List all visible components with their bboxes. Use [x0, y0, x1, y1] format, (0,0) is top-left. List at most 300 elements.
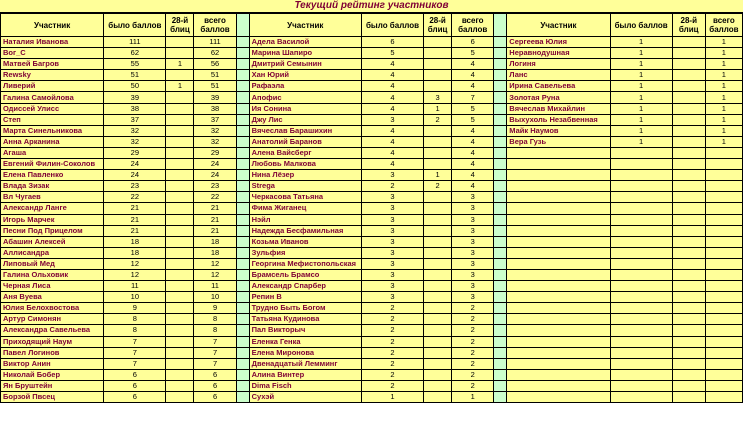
points-before[interactable]: 4: [361, 70, 423, 81]
participant-name[interactable]: Галина Самойлова: [1, 92, 104, 103]
blitz-points[interactable]: [166, 147, 194, 158]
points-total[interactable]: 1: [705, 125, 742, 136]
participant-name[interactable]: Марина Шапиро: [249, 48, 361, 59]
blitz-points[interactable]: [672, 37, 705, 48]
participant-name[interactable]: Матвей Багров: [1, 59, 104, 70]
blitz-points[interactable]: [672, 114, 705, 125]
participant-name[interactable]: Козьма Иванов: [249, 236, 361, 247]
participant-name[interactable]: Ланс: [507, 70, 610, 81]
blitz-points[interactable]: [424, 159, 452, 170]
blitz-points[interactable]: 3: [424, 92, 452, 103]
participant-name[interactable]: Вог_С: [1, 48, 104, 59]
participant-name[interactable]: Майк Наумов: [507, 125, 610, 136]
points-before[interactable]: 2: [361, 369, 423, 380]
participant-name[interactable]: Фима Жиганец: [249, 203, 361, 214]
points-total[interactable]: 21: [194, 203, 236, 214]
points-before[interactable]: [610, 181, 672, 192]
participant-name[interactable]: [507, 336, 610, 347]
points-total[interactable]: 2: [452, 314, 494, 325]
blitz-points[interactable]: [424, 369, 452, 380]
points-total[interactable]: 37: [194, 114, 236, 125]
points-total[interactable]: 7: [452, 92, 494, 103]
participant-name[interactable]: Ирина Савельева: [507, 81, 610, 92]
blitz-points[interactable]: [166, 369, 194, 380]
points-before[interactable]: [610, 247, 672, 258]
points-before[interactable]: 2: [361, 314, 423, 325]
participant-name[interactable]: Артур Симонян: [1, 314, 104, 325]
points-before[interactable]: 5: [361, 48, 423, 59]
points-before[interactable]: 2: [361, 181, 423, 192]
points-total[interactable]: 18: [194, 236, 236, 247]
points-total[interactable]: [705, 281, 742, 292]
points-total[interactable]: 1: [705, 59, 742, 70]
points-before[interactable]: 1: [361, 392, 423, 403]
points-before[interactable]: 21: [104, 225, 166, 236]
points-total[interactable]: 38: [194, 103, 236, 114]
blitz-points[interactable]: [672, 347, 705, 358]
points-total[interactable]: 4: [452, 147, 494, 158]
participant-name[interactable]: Черная Лиса: [1, 281, 104, 292]
blitz-points[interactable]: [424, 125, 452, 136]
blitz-points[interactable]: 1: [424, 170, 452, 181]
participant-name[interactable]: Логиня: [507, 59, 610, 70]
blitz-points[interactable]: [424, 136, 452, 147]
points-total[interactable]: 24: [194, 170, 236, 181]
points-before[interactable]: 2: [361, 336, 423, 347]
blitz-points[interactable]: [424, 292, 452, 303]
participant-name[interactable]: Аня Вуева: [1, 292, 104, 303]
blitz-points[interactable]: [166, 269, 194, 280]
points-before[interactable]: 3: [361, 225, 423, 236]
blitz-points[interactable]: [672, 70, 705, 81]
points-before[interactable]: 12: [104, 269, 166, 280]
blitz-points[interactable]: [672, 292, 705, 303]
participant-name[interactable]: Ян Бруштейн: [1, 380, 104, 391]
blitz-points[interactable]: [672, 170, 705, 181]
participant-name[interactable]: Елена Миронова: [249, 347, 361, 358]
points-total[interactable]: 6: [452, 37, 494, 48]
points-before[interactable]: [610, 358, 672, 369]
participant-name[interactable]: Вячеслав Барашихин: [249, 125, 361, 136]
points-total[interactable]: [705, 358, 742, 369]
points-total[interactable]: [705, 336, 742, 347]
points-before[interactable]: [610, 258, 672, 269]
blitz-points[interactable]: [672, 103, 705, 114]
points-before[interactable]: 3: [361, 269, 423, 280]
points-total[interactable]: 111: [194, 37, 236, 48]
points-total[interactable]: 2: [452, 380, 494, 391]
participant-name[interactable]: Аллисандра: [1, 247, 104, 258]
blitz-points[interactable]: [166, 192, 194, 203]
points-before[interactable]: [610, 303, 672, 314]
points-total[interactable]: 3: [452, 203, 494, 214]
points-total[interactable]: 2: [452, 336, 494, 347]
blitz-points[interactable]: [424, 314, 452, 325]
points-before[interactable]: [610, 281, 672, 292]
points-before[interactable]: 8: [104, 314, 166, 325]
points-before[interactable]: 8: [104, 325, 166, 336]
participant-name[interactable]: Анна Арканина: [1, 136, 104, 147]
participant-name[interactable]: [507, 314, 610, 325]
points-before[interactable]: 3: [361, 192, 423, 203]
participant-name[interactable]: Вера Гузь: [507, 136, 610, 147]
points-before[interactable]: [610, 147, 672, 158]
participant-name[interactable]: Ия Сонина: [249, 103, 361, 114]
points-before[interactable]: 6: [104, 380, 166, 391]
points-before[interactable]: [610, 203, 672, 214]
points-before[interactable]: 37: [104, 114, 166, 125]
participant-name[interactable]: [507, 358, 610, 369]
points-before[interactable]: 2: [361, 347, 423, 358]
points-before[interactable]: 6: [104, 392, 166, 403]
participant-name[interactable]: Марта Синельникова: [1, 125, 104, 136]
blitz-points[interactable]: [424, 247, 452, 258]
blitz-points[interactable]: [424, 81, 452, 92]
points-total[interactable]: 2: [452, 325, 494, 336]
blitz-points[interactable]: [424, 59, 452, 70]
participant-name[interactable]: Степ: [1, 114, 104, 125]
blitz-points[interactable]: [672, 336, 705, 347]
points-before[interactable]: 111: [104, 37, 166, 48]
points-before[interactable]: 7: [104, 358, 166, 369]
blitz-points[interactable]: [672, 125, 705, 136]
participant-name[interactable]: [507, 303, 610, 314]
blitz-points[interactable]: [424, 380, 452, 391]
blitz-points[interactable]: [672, 392, 705, 403]
points-before[interactable]: 1: [610, 125, 672, 136]
points-before[interactable]: 21: [104, 214, 166, 225]
points-before[interactable]: 3: [361, 214, 423, 225]
points-before[interactable]: 23: [104, 181, 166, 192]
points-total[interactable]: 3: [452, 269, 494, 280]
participant-name[interactable]: Золотая Руна: [507, 92, 610, 103]
points-before[interactable]: 50: [104, 81, 166, 92]
blitz-points[interactable]: [424, 147, 452, 158]
points-total[interactable]: 21: [194, 225, 236, 236]
blitz-points[interactable]: [166, 303, 194, 314]
points-total[interactable]: 11: [194, 281, 236, 292]
blitz-points[interactable]: [166, 292, 194, 303]
participant-name[interactable]: [507, 392, 610, 403]
points-total[interactable]: 23: [194, 181, 236, 192]
blitz-points[interactable]: [166, 258, 194, 269]
points-total[interactable]: 3: [452, 192, 494, 203]
points-total[interactable]: 1: [705, 70, 742, 81]
participant-name[interactable]: Наталия Иванова: [1, 37, 104, 48]
participant-name[interactable]: [507, 247, 610, 258]
points-before[interactable]: [610, 269, 672, 280]
points-total[interactable]: 7: [194, 347, 236, 358]
blitz-points[interactable]: [166, 92, 194, 103]
blitz-points[interactable]: [424, 392, 452, 403]
blitz-points[interactable]: [166, 159, 194, 170]
points-total[interactable]: 3: [452, 247, 494, 258]
blitz-points[interactable]: [166, 358, 194, 369]
participant-name[interactable]: Влада Зизак: [1, 181, 104, 192]
participant-name[interactable]: Приходящий Наум: [1, 336, 104, 347]
points-total[interactable]: 4: [452, 181, 494, 192]
participant-name[interactable]: Ливерий: [1, 81, 104, 92]
participant-name[interactable]: [507, 258, 610, 269]
points-before[interactable]: 10: [104, 292, 166, 303]
blitz-points[interactable]: [672, 314, 705, 325]
participant-name[interactable]: Неравнодушная: [507, 48, 610, 59]
participant-name[interactable]: Татьяна Кудинова: [249, 314, 361, 325]
points-before[interactable]: [610, 369, 672, 380]
blitz-points[interactable]: [166, 125, 194, 136]
blitz-points[interactable]: [672, 48, 705, 59]
blitz-points[interactable]: [166, 247, 194, 258]
points-total[interactable]: 3: [452, 292, 494, 303]
points-before[interactable]: 1: [610, 81, 672, 92]
points-before[interactable]: 4: [361, 159, 423, 170]
points-before[interactable]: 4: [361, 92, 423, 103]
points-before[interactable]: 55: [104, 59, 166, 70]
points-total[interactable]: 1: [705, 48, 742, 59]
blitz-points[interactable]: [672, 358, 705, 369]
participant-name[interactable]: [507, 347, 610, 358]
blitz-points[interactable]: [166, 392, 194, 403]
points-before[interactable]: 3: [361, 114, 423, 125]
points-before[interactable]: 1: [610, 103, 672, 114]
points-total[interactable]: [705, 369, 742, 380]
participant-name[interactable]: [507, 236, 610, 247]
blitz-points[interactable]: [424, 269, 452, 280]
blitz-points[interactable]: [672, 214, 705, 225]
blitz-points[interactable]: [424, 203, 452, 214]
points-total[interactable]: [705, 147, 742, 158]
points-total[interactable]: 4: [452, 159, 494, 170]
participant-name[interactable]: Dima Fisch: [249, 380, 361, 391]
participant-name[interactable]: Апофис: [249, 92, 361, 103]
points-before[interactable]: 3: [361, 203, 423, 214]
points-total[interactable]: 4: [452, 59, 494, 70]
participant-name[interactable]: [507, 281, 610, 292]
points-total[interactable]: 29: [194, 147, 236, 158]
points-total[interactable]: [705, 236, 742, 247]
points-before[interactable]: 4: [361, 103, 423, 114]
points-before[interactable]: 3: [361, 281, 423, 292]
points-before[interactable]: 1: [610, 48, 672, 59]
points-before[interactable]: 12: [104, 258, 166, 269]
participant-name[interactable]: Нэйл: [249, 214, 361, 225]
blitz-points[interactable]: [166, 380, 194, 391]
points-total[interactable]: 6: [194, 380, 236, 391]
participant-name[interactable]: Абашин Алексей: [1, 236, 104, 247]
points-total[interactable]: 32: [194, 125, 236, 136]
blitz-points[interactable]: 1: [166, 59, 194, 70]
blitz-points[interactable]: [166, 70, 194, 81]
blitz-points[interactable]: [424, 37, 452, 48]
points-total[interactable]: 4: [452, 125, 494, 136]
participant-name[interactable]: Алина Винтер: [249, 369, 361, 380]
points-before[interactable]: 18: [104, 247, 166, 258]
blitz-points[interactable]: [672, 380, 705, 391]
points-before[interactable]: [610, 347, 672, 358]
points-before[interactable]: [610, 380, 672, 391]
blitz-points[interactable]: [424, 214, 452, 225]
points-before[interactable]: 4: [361, 136, 423, 147]
blitz-points[interactable]: [166, 225, 194, 236]
points-total[interactable]: 22: [194, 192, 236, 203]
blitz-points[interactable]: [672, 258, 705, 269]
points-total[interactable]: 51: [194, 70, 236, 81]
participant-name[interactable]: Евгений Филин-Соколов: [1, 159, 104, 170]
participant-name[interactable]: Николай Бобер: [1, 369, 104, 380]
points-before[interactable]: 3: [361, 247, 423, 258]
blitz-points[interactable]: [672, 225, 705, 236]
points-total[interactable]: 12: [194, 269, 236, 280]
blitz-points[interactable]: [424, 225, 452, 236]
participant-name[interactable]: [507, 292, 610, 303]
participant-name[interactable]: Двенадцатый Лемминг: [249, 358, 361, 369]
points-total[interactable]: 39: [194, 92, 236, 103]
points-total[interactable]: 51: [194, 81, 236, 92]
blitz-points[interactable]: [166, 347, 194, 358]
blitz-points[interactable]: [166, 203, 194, 214]
blitz-points[interactable]: [166, 103, 194, 114]
blitz-points[interactable]: [672, 192, 705, 203]
points-total[interactable]: [705, 347, 742, 358]
participant-name[interactable]: Выхухоль Незабвенная: [507, 114, 610, 125]
participant-name[interactable]: Борзой Пвсец: [1, 392, 104, 403]
points-before[interactable]: 24: [104, 159, 166, 170]
points-total[interactable]: 8: [194, 325, 236, 336]
points-before[interactable]: 18: [104, 236, 166, 247]
points-before[interactable]: [610, 170, 672, 181]
points-total[interactable]: [705, 392, 742, 403]
participant-name[interactable]: Вячеслав Михайлин: [507, 103, 610, 114]
participant-name[interactable]: [507, 159, 610, 170]
points-total[interactable]: 4: [452, 70, 494, 81]
participant-name[interactable]: Игорь Марчек: [1, 214, 104, 225]
points-before[interactable]: [610, 292, 672, 303]
blitz-points[interactable]: [672, 159, 705, 170]
points-total[interactable]: [705, 181, 742, 192]
participant-name[interactable]: Песни Под Прицелом: [1, 225, 104, 236]
blitz-points[interactable]: [166, 181, 194, 192]
participant-name[interactable]: Виктор Анин: [1, 358, 104, 369]
points-total[interactable]: 8: [194, 314, 236, 325]
participant-name[interactable]: Сергеева Юлия: [507, 37, 610, 48]
blitz-points[interactable]: [424, 281, 452, 292]
participant-name[interactable]: Елена Павленко: [1, 170, 104, 181]
points-total[interactable]: 18: [194, 247, 236, 258]
blitz-points[interactable]: [424, 358, 452, 369]
points-total[interactable]: 4: [452, 136, 494, 147]
points-before[interactable]: 3: [361, 170, 423, 181]
points-total[interactable]: 3: [452, 236, 494, 247]
blitz-points[interactable]: [166, 214, 194, 225]
points-total[interactable]: 7: [194, 336, 236, 347]
blitz-points[interactable]: 2: [424, 181, 452, 192]
points-before[interactable]: 7: [104, 336, 166, 347]
blitz-points[interactable]: [672, 92, 705, 103]
participant-name[interactable]: Александр Спарбер: [249, 281, 361, 292]
points-before[interactable]: 21: [104, 203, 166, 214]
points-before[interactable]: 3: [361, 292, 423, 303]
points-before[interactable]: 22: [104, 192, 166, 203]
points-total[interactable]: [705, 170, 742, 181]
points-before[interactable]: [610, 225, 672, 236]
participant-name[interactable]: Джу Лис: [249, 114, 361, 125]
points-total[interactable]: [705, 314, 742, 325]
points-total[interactable]: [705, 269, 742, 280]
points-before[interactable]: 32: [104, 136, 166, 147]
points-before[interactable]: 29: [104, 147, 166, 158]
points-total[interactable]: [705, 203, 742, 214]
participant-name[interactable]: Алена Вайсберг: [249, 147, 361, 158]
points-total[interactable]: 3: [452, 214, 494, 225]
participant-name[interactable]: Юлия Белохвостова: [1, 303, 104, 314]
points-total[interactable]: 2: [452, 369, 494, 380]
blitz-points[interactable]: [424, 70, 452, 81]
points-total[interactable]: 12: [194, 258, 236, 269]
participant-name[interactable]: Надежда Бесфамильная: [249, 225, 361, 236]
participant-name[interactable]: Павел Логинов: [1, 347, 104, 358]
participant-name[interactable]: Одиссей Улисс: [1, 103, 104, 114]
blitz-points[interactable]: [424, 303, 452, 314]
points-total[interactable]: 1: [452, 392, 494, 403]
blitz-points[interactable]: 1: [166, 81, 194, 92]
participant-name[interactable]: [507, 269, 610, 280]
points-before[interactable]: 62: [104, 48, 166, 59]
participant-name[interactable]: Любовь Малкова: [249, 159, 361, 170]
points-before[interactable]: 3: [361, 236, 423, 247]
blitz-points[interactable]: [672, 203, 705, 214]
points-total[interactable]: 3: [452, 281, 494, 292]
blitz-points[interactable]: [166, 281, 194, 292]
participant-name[interactable]: Вл Чугаев: [1, 192, 104, 203]
blitz-points[interactable]: [424, 258, 452, 269]
participant-name[interactable]: Липовый Мед: [1, 258, 104, 269]
blitz-points[interactable]: 1: [424, 103, 452, 114]
blitz-points[interactable]: [166, 336, 194, 347]
points-total[interactable]: 4: [452, 81, 494, 92]
points-total[interactable]: 4: [452, 170, 494, 181]
points-before[interactable]: 6: [104, 369, 166, 380]
participant-name[interactable]: Дмитрий Семынин: [249, 59, 361, 70]
participant-name[interactable]: Strega: [249, 181, 361, 192]
blitz-points[interactable]: 2: [424, 114, 452, 125]
blitz-points[interactable]: [672, 236, 705, 247]
participant-name[interactable]: Еленка Генка: [249, 336, 361, 347]
points-total[interactable]: 56: [194, 59, 236, 70]
points-before[interactable]: 6: [361, 37, 423, 48]
blitz-points[interactable]: [672, 136, 705, 147]
blitz-points[interactable]: [424, 347, 452, 358]
points-total[interactable]: 1: [705, 136, 742, 147]
blitz-points[interactable]: [166, 170, 194, 181]
blitz-points[interactable]: [672, 59, 705, 70]
points-total[interactable]: 3: [452, 258, 494, 269]
blitz-points[interactable]: [424, 192, 452, 203]
points-total[interactable]: 9: [194, 303, 236, 314]
points-before[interactable]: 1: [610, 59, 672, 70]
points-total[interactable]: 7: [194, 358, 236, 369]
participant-name[interactable]: Пал Викторыч: [249, 325, 361, 336]
blitz-points[interactable]: [166, 114, 194, 125]
points-before[interactable]: [610, 192, 672, 203]
blitz-points[interactable]: [672, 147, 705, 158]
points-before[interactable]: 24: [104, 170, 166, 181]
blitz-points[interactable]: [166, 325, 194, 336]
participant-name[interactable]: Rewsky: [1, 70, 104, 81]
points-before[interactable]: [610, 392, 672, 403]
points-total[interactable]: 24: [194, 159, 236, 170]
points-total[interactable]: 1: [705, 37, 742, 48]
points-total[interactable]: 2: [452, 358, 494, 369]
